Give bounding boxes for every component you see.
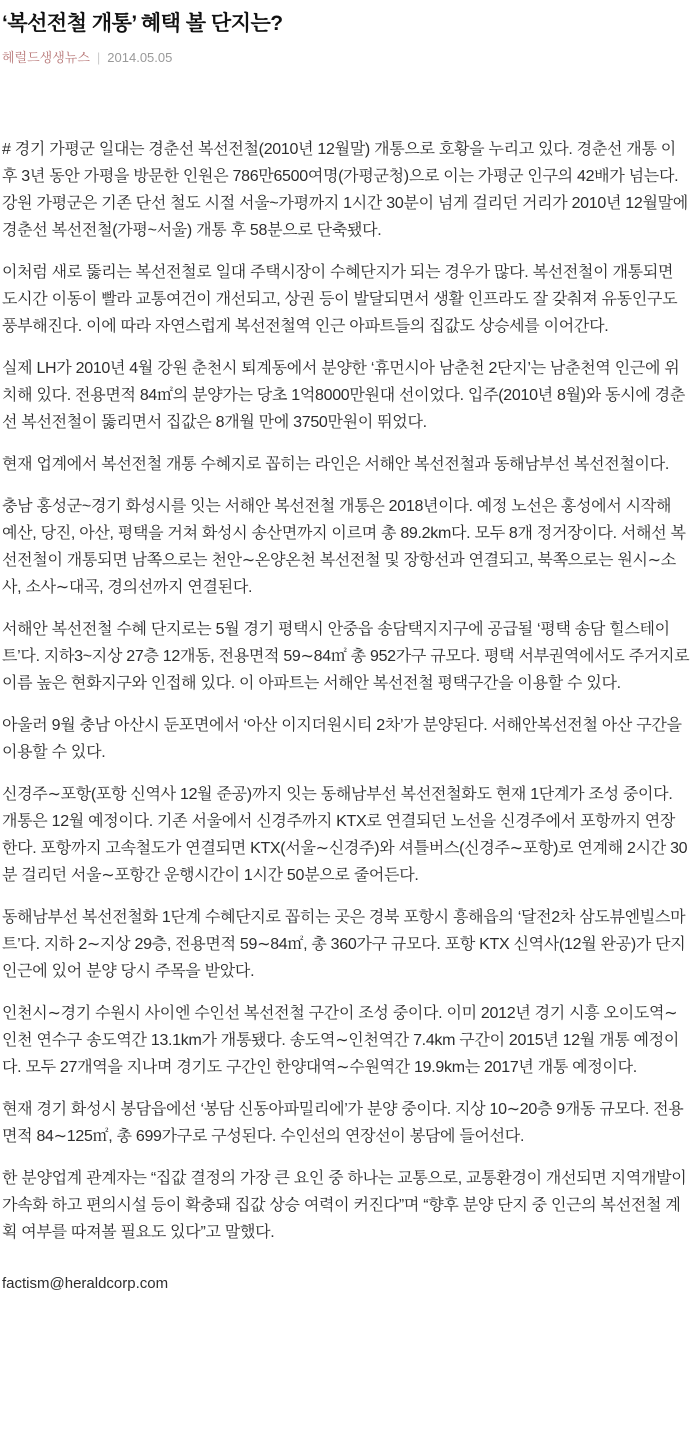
article-paragraph: 신경주∼포항(포항 신역사 12월 준공)까지 잇는 동해남부선 복선전철화도 현재 1단계가 조성 중이다. 개통은 12월 예정이다. 기존 서울에서 신경주까지 KTX로 연결되던 노선을 신경주에서 포항까지 연장한다. 포항까지 고속철도가 연결되면 KTX(서울∼신경주)와 셔틀버스(신경주∼포항)로 연계해 2시간 30분 걸리던 서울∼포항간 운행시간이 1시간 50분으로 줄어든다. bbox=[2, 786, 688, 884]
article-paragraph: 실제 LH가 2010년 4월 강원 춘천시 퇴계동에서 분양한 ‘휴먼시아 남춘천 2단지’는 남춘천역 인근에 위치해 있다. 전용면적 84㎡의 분양가는 당초 1억8000만원대 선이었다. 입주(2010년 8월)와 동시에 경춘선 복선전철이 뚫리면서 집값은 8개월 만에 3750만원이 뛰었다. bbox=[2, 360, 685, 431]
page-title: ‘복선전철 개통’ 혜택 볼 단지는? bbox=[2, 12, 283, 35]
article-paragraph: 한 분양업계 관계자는 “집값 결정의 가장 큰 요인 중 하나는 교통으로, 교통환경이 개선되면 지역개발이 가속화 하고 편의시설 등이 확충돼 집값 상승 여력이 커진다”며 “향후 분양 단지 중 인근의 복선전철 계획 여부를 따져볼 필요도 있다”고 말했다. bbox=[2, 1170, 687, 1241]
article-paragraph: 현재 경기 화성시 봉담읍에선 ‘봉담 신동아파밀리에’가 분양 중이다. 지상 10∼20층 9개동 규모다. 전용면적 84∼125㎡, 총 699가구로 구성된다. 수인선의 연장선이 봉담에 들어선다. bbox=[2, 1101, 684, 1145]
article-paragraph: 동해남부선 복선전철화 1단계 수혜단지로 꼽히는 곳은 경북 포항시 흥해읍의 ‘달전2차 삼도뷰엔빌스마트’다. 지하 2∼지상 29층, 전용면적 59∼84㎡, 총 360가구 규모다. 포항 KTX 신역사(12월 완공)가 단지 인근에 있어 분양 당시 주목을 받았다. bbox=[2, 909, 686, 980]
article-paragraph: 이처럼 새로 뚫리는 복선전철로 일대 주택시장이 수혜단지가 되는 경우가 많다. 복선전철이 개통되면 도시간 이동이 빨라 교통여건이 개선되고, 상권 등이 발달되면서 생활 인프라도 잘 갖춰져 유동인구도 풍부해진다. 이에 따라 자연스럽게 복선전철역 인근 아파트들의 집값도 상승세를 이어간다. bbox=[2, 264, 678, 335]
article-paragraph: 인천시∼경기 수원시 사이엔 수인선 복선전철 구간이 조성 중이다. 이미 2012년 경기 시흥 오이도역∼인천 연수구 송도역간 13.1km가 개통됐다. 송도역∼인천역간 7.4km 구간이 2015년 12월 개통 예정이다. 모두 27개역을 지나며 경기도 구간인 한양대역∼수원역간 19.9km는 2017년 개통 예정이다. bbox=[2, 1005, 680, 1076]
article-paragraph: 서해안 복선전철 수혜 단지로는 5월 경기 평택시 안중읍 송담택지지구에 공급될 ‘평택 송담 힐스테이트’다. 지하3~지상 27층 12개동, 전용면적 59∼84㎡ 총 952가구 규모다. 평택 서부권역에서도 주거지로 이름 높은 현화지구와 인접해 있다. 이 아파트는 서해안 복선전철 평택구간을 이용할 수 있다. bbox=[2, 621, 690, 692]
byline bbox=[2, 49, 690, 66]
article-paragraph: 충남 홍성군~경기 화성시를 잇는 서해안 복선전철 개통은 2018년이다. 예정 노선은 홍성에서 시작해 예산, 당진, 아산, 평택을 거쳐 화성시 송산면까지 이르며 총 89.2km다. 모두 8개 정거장이다. 서해선 복선전철이 개통되면 남쪽으로는 천안∼온양온천 복선전철 및 장항선과 연결되고, 북쪽으로는 원시∼소사, 소사∼대곡, 경의선까지 연결된다. bbox=[2, 498, 686, 596]
article-paragraph: 현재 업계에서 복선전철 개통 수혜지로 꼽히는 라인은 서해안 복선전철과 동해남부선 복선전철이다. bbox=[2, 456, 669, 473]
author-email: factism@heraldcorp.com bbox=[2, 1275, 169, 1292]
article-paragraph: 아울러 9월 충남 아산시 둔포면에서 ‘아산 이지더원시티 2차’가 분양된다. 서해안복선전철 아산 구간을 이용할 수 있다. bbox=[2, 717, 682, 761]
article-date: 2014.05.05 bbox=[107, 50, 173, 65]
byline-divider: | bbox=[96, 50, 101, 65]
article-body bbox=[2, 136, 690, 1246]
article-source: 헤럴드생생뉴스 bbox=[2, 50, 90, 65]
article-paragraph: # 경기 가평군 일대는 경춘선 복선전철(2010년 12월말) 개통으로 호황을 누리고 있다. 경춘선 개통 이후 3년 동안 가평을 방문한 인원은 786만6500여명(가평군청)으로 이는 가평군 인구의 42배가 넘는다. 강원 가평군은 기존 단선 철도 시절 서울~가평까지 1시간 30분이 넘게 걸리던 거리가 2010년 12월말에 경춘선 복선전철(가평~서울) 개통 후 58분으로 단축됐다. bbox=[2, 141, 688, 239]
